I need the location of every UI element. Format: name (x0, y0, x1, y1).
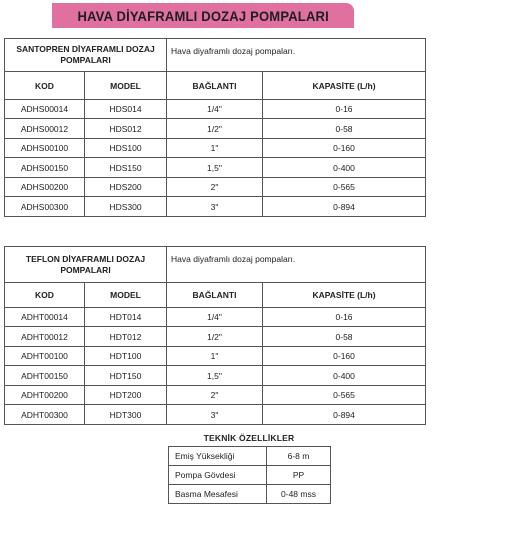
cell-kapasite: 0-160 (263, 347, 426, 366)
cell-baglanti: 1" (167, 347, 263, 366)
cell-kod: ADHS00012 (5, 119, 85, 139)
table-row (5, 386, 426, 405)
cell-baglanti: 1,5'' (167, 366, 263, 386)
table-row (5, 197, 426, 217)
technical-specs-title: TEKNİK ÖZELLİKLER (203, 433, 295, 443)
table-row (5, 327, 426, 347)
spec-label: Emiş Yüksekliği (169, 447, 267, 466)
spec-value: 0-48 mss (267, 485, 331, 504)
cell-kapasite: 0-565 (263, 386, 426, 405)
table-title: SANTOPREN DİYAFRAMLI DOZAJ POMPALARI (5, 39, 167, 72)
cell-kapasite: 0-16 (263, 308, 426, 327)
cell-model: HDT014 (85, 308, 167, 327)
table-row (5, 308, 426, 327)
cell-model: HDS100 (85, 139, 167, 158)
table-title: TEFLON DİYAFRAMLI DOZAJ POMPALARI (5, 247, 167, 283)
cell-kapasite: 0-565 (263, 178, 426, 197)
cell-model: HDT300 (85, 405, 167, 425)
spec-row (169, 447, 331, 466)
column-header-kapasite: KAPASİTE (L/h) (263, 283, 426, 308)
cell-kod: ADHT00150 (5, 366, 85, 386)
table-row (5, 366, 426, 386)
cell-kod: ADHT00300 (5, 405, 85, 425)
column-header-model: MODEL (85, 72, 167, 100)
column-header-model: MODEL (85, 283, 167, 308)
table-row (5, 347, 426, 366)
spec-row (169, 485, 331, 504)
column-header-baglanti: BAĞLANTI (167, 283, 263, 308)
cell-baglanti: 1,5'' (167, 158, 263, 178)
teflon-table (4, 246, 426, 425)
cell-baglanti: 1/4" (167, 308, 263, 327)
column-header-kod: KOD (5, 283, 85, 308)
column-header-kapasite: KAPASİTE (L/h) (263, 72, 426, 100)
cell-kod: ADHS00150 (5, 158, 85, 178)
cell-model: HDS200 (85, 178, 167, 197)
cell-model: HDT012 (85, 327, 167, 347)
cell-model: HDS150 (85, 158, 167, 178)
cell-baglanti: 1" (167, 139, 263, 158)
cell-baglanti: 3" (167, 405, 263, 425)
spec-label: Basma Mesafesi (169, 485, 267, 504)
cell-kod: ADHS00100 (5, 139, 85, 158)
cell-baglanti: 1/2" (167, 119, 263, 139)
table-description: Hava diyaframlı dozaj pompaları. (167, 247, 426, 283)
cell-kod: ADHT00012 (5, 327, 85, 347)
cell-kapasite: 0-16 (263, 100, 426, 119)
cell-model: HDS014 (85, 100, 167, 119)
cell-kod: ADHT00100 (5, 347, 85, 366)
spec-value: PP (267, 466, 331, 485)
table-row (5, 100, 426, 119)
spec-row (169, 466, 331, 485)
cell-baglanti: 1/4" (167, 100, 263, 119)
cell-kod: ADHT00014 (5, 308, 85, 327)
table-row (5, 139, 426, 158)
cell-kapasite: 0-58 (263, 119, 426, 139)
cell-model: HDT150 (85, 366, 167, 386)
cell-kapasite: 0-894 (263, 197, 426, 217)
cell-baglanti: 3" (167, 197, 263, 217)
cell-kod: ADHT00200 (5, 386, 85, 405)
table-description: Hava diyaframlı dozaj pompaları. (167, 39, 426, 72)
cell-kod: ADHS00014 (5, 100, 85, 119)
cell-kapasite: 0-400 (263, 366, 426, 386)
title-banner (52, 3, 354, 28)
spec-value: 6-8 m (267, 447, 331, 466)
cell-kapasite: 0-58 (263, 327, 426, 347)
spec-label: Pompa Gövdesi (169, 466, 267, 485)
table-row (5, 119, 426, 139)
santopren-table (4, 38, 426, 217)
column-header-kod: KOD (5, 72, 85, 100)
table-row (5, 405, 426, 425)
table-row (5, 158, 426, 178)
cell-kapasite: 0-160 (263, 139, 426, 158)
cell-model: HDT100 (85, 347, 167, 366)
table-row (5, 178, 426, 197)
cell-model: HDS300 (85, 197, 167, 217)
cell-model: HDS012 (85, 119, 167, 139)
cell-kapasite: 0-894 (263, 405, 426, 425)
cell-model: HDT200 (85, 386, 167, 405)
cell-kod: ADHS00300 (5, 197, 85, 217)
cell-baglanti: 2" (167, 386, 263, 405)
technical-specs-table (168, 446, 331, 504)
cell-kod: ADHS00200 (5, 178, 85, 197)
column-header-baglanti: BAĞLANTI (167, 72, 263, 100)
cell-baglanti: 1/2" (167, 327, 263, 347)
page-title: HAVA DİYAFRAMLI DOZAJ POMPALARI (77, 7, 329, 24)
cell-kapasite: 0-400 (263, 158, 426, 178)
cell-baglanti: 2" (167, 178, 263, 197)
